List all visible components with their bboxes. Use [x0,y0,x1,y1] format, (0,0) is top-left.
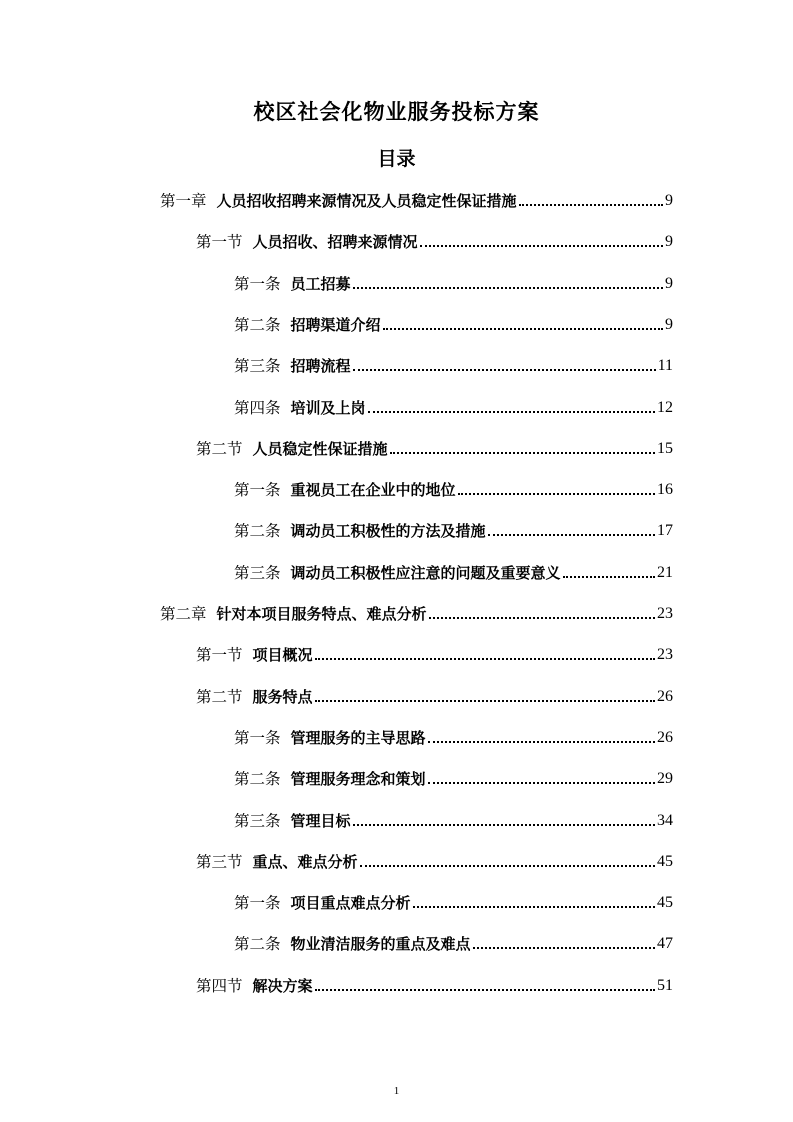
toc-entry-title: 调动员工积极性的方法及措施 [290,522,486,540]
toc-entry[interactable] [160,181,673,211]
toc-entry-page: 23 [657,646,673,663]
toc-entry-label [196,232,418,252]
toc-entry-page: 45 [657,894,673,911]
toc-entry[interactable] [196,966,673,996]
toc-entry-label [160,604,427,624]
toc-entry-number: 第三条 [234,812,281,830]
toc-entry-label [234,563,561,583]
toc-entry[interactable] [234,470,673,500]
toc-leader-dots [413,906,655,908]
toc-leader-dots [315,700,655,702]
toc-entry[interactable] [234,511,673,541]
toc-entry-title: 招聘流程 [290,357,351,375]
toc-entry-title: 服务特点 [252,688,313,706]
toc-entry-number: 第二条 [234,935,281,953]
toc-leader-dots [488,534,655,536]
toc-entry-number: 第二节 [196,688,243,706]
toc-entry-title: 人员招收、招聘来源情况 [252,233,418,251]
toc-entry[interactable] [234,553,673,583]
toc-leader-dots [429,617,655,619]
toc-leader-dots [428,741,655,743]
toc-entry[interactable] [234,924,673,954]
toc-entry-page: 29 [657,770,673,787]
toc-entry-label [196,439,388,459]
toc-entry-number: 第一条 [234,275,281,293]
toc-entry-label [234,315,381,335]
toc-entry[interactable] [196,222,673,252]
toc-entry-page: 26 [657,729,673,746]
toc-entry-page: 9 [665,233,673,250]
document-title: 校区社会化物业服务投标方案 [253,100,540,124]
toc-entry-label [160,191,517,211]
toc-leader-dots [473,947,655,949]
toc-leader-dots [383,328,663,330]
toc-entry-number: 第一节 [196,646,243,664]
toc-entry[interactable] [234,718,673,748]
toc-leader-dots [563,576,655,578]
toc-entry-number: 第三条 [234,564,281,582]
toc-entry[interactable] [196,677,673,707]
toc-entry[interactable] [234,883,673,913]
toc-leader-dots [519,204,663,206]
toc-entry-label [196,852,358,872]
toc-entry-title: 管理服务理念和策划 [290,770,426,788]
toc-entry-title: 员工招募 [290,275,351,293]
toc-entry-title: 重视员工在企业中的地位 [290,481,456,499]
toc-entry-page: 23 [657,605,673,622]
toc-entry-number: 第二条 [234,770,281,788]
toc-entry-number: 第一条 [234,481,281,499]
toc-entry-page: 17 [657,522,673,539]
toc-entry-label [196,645,313,665]
toc-leader-dots [315,658,655,660]
toc-leader-dots [458,493,655,495]
toc-entry[interactable] [234,801,673,831]
toc-entry-page: 12 [657,399,673,416]
toc-entry-title: 物业清洁服务的重点及难点 [290,935,471,953]
toc-leader-dots [353,287,663,289]
toc-entry-page: 26 [657,688,673,705]
toc-entry-label [234,521,486,541]
toc-entry-label [234,274,351,294]
toc-entry[interactable] [196,842,673,872]
toc-entry[interactable] [234,759,673,789]
toc-entry-number: 第三条 [234,357,281,375]
toc-entry-number: 第三节 [196,853,243,871]
toc-entry-page: 9 [665,275,673,292]
toc-entry-number: 第一章 [160,192,207,210]
toc-entry-title: 培训及上岗 [290,399,366,417]
toc-entry-page: 45 [657,853,673,870]
toc-entry-title: 管理目标 [290,812,351,830]
toc-entry-label [234,356,351,376]
toc-leader-dots [428,782,655,784]
toc-leader-dots [360,865,655,867]
toc-entry[interactable] [196,429,673,459]
toc-entry-page: 9 [665,316,673,333]
toc-entry-page: 16 [657,481,673,498]
toc-leader-dots [353,824,655,826]
toc-entry-number: 第四节 [196,977,243,995]
toc-entry-number: 第一条 [234,894,281,912]
toc-entry-label [234,480,456,500]
toc-entry-title: 解决方案 [252,977,313,995]
toc-entry-label [196,687,313,707]
toc-entry-number: 第一节 [196,233,243,251]
toc-entry-label [234,728,426,748]
toc-entry-title: 招聘渠道介绍 [290,316,381,334]
toc-entry-page: 15 [657,440,673,457]
toc-leader-dots [368,411,655,413]
toc-entry-title: 项目概况 [252,646,313,664]
toc-entry-title: 管理服务的主导思路 [290,729,426,747]
toc-entry[interactable] [234,305,673,335]
toc-entry-page: 47 [657,935,673,952]
toc-entry-label [234,398,366,418]
toc-entry-number: 第二章 [160,605,207,623]
toc-entry-title: 调动员工积极性应注意的问题及重要意义 [290,564,561,582]
toc-leader-dots [353,369,656,371]
toc-entry[interactable] [234,264,673,294]
toc-entry-title: 重点、难点分析 [252,853,358,871]
toc-leader-dots [420,245,663,247]
toc-entry-title: 人员招收招聘来源情况及人员稳定性保证措施 [216,192,517,210]
toc-entry-number: 第二条 [234,522,281,540]
page-number: 1 [393,1085,400,1097]
toc-entry[interactable] [234,388,673,418]
toc-entry[interactable] [160,594,673,624]
toc-entry-label [234,934,471,954]
toc-entry-number: 第二节 [196,440,243,458]
toc-entry-label [234,811,351,831]
toc-entry-title: 项目重点难点分析 [290,894,411,912]
toc-entry-page: 21 [657,564,673,581]
toc-entry-label [234,893,411,913]
toc-entry-number: 第一条 [234,729,281,747]
toc-entry[interactable] [234,346,673,376]
toc-entry-label [196,976,313,996]
toc-leader-dots [390,452,655,454]
toc-entry-label [234,769,426,789]
toc-entry-page: 11 [657,357,673,374]
toc-leader-dots [315,989,655,991]
toc-entry-title: 针对本项目服务特点、难点分析 [216,605,427,623]
toc-entry-title: 人员稳定性保证措施 [252,440,388,458]
toc-entry[interactable] [196,635,673,665]
toc-entry-page: 9 [665,192,673,209]
toc-heading: 目录 [377,148,416,170]
toc-entry-page: 51 [657,977,673,994]
toc-entry-page: 34 [657,812,673,829]
toc-entry-number: 第二条 [234,316,281,334]
toc-entry-number: 第四条 [234,399,281,417]
